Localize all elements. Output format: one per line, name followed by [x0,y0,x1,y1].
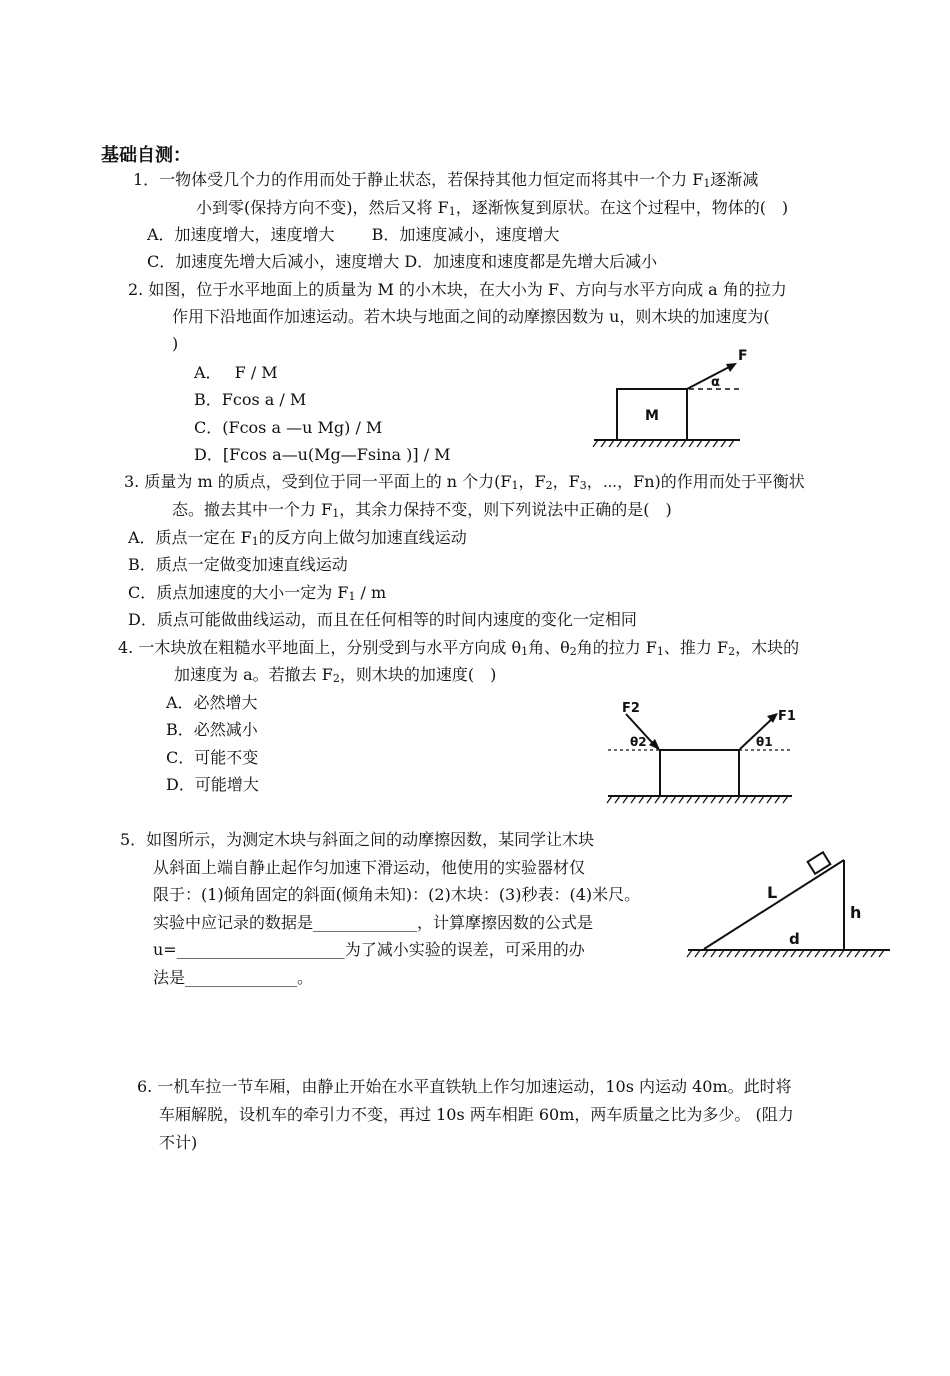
q2-line2: 作用下沿地面作加速运动。若木块与地面之间的动摩擦因数为 u，则木块的加速度为( [172,307,770,326]
q2-option-a: A． F / M [194,363,278,382]
q3-line2: 态。撤去其中一个力 $F_1$，其余力保持不变，则下列说法中正确的是( ) [172,500,672,520]
label-theta1: θ1 [756,735,773,749]
q4-option-d: D．可能增大 [166,775,259,794]
q4-option-a: A．必然增大 [166,693,258,712]
label-f1: F1 [778,709,796,724]
label-f2: F2 [622,701,640,716]
q3-option-d: D．质点可能做曲线运动，而且在任何相等的时间内速度的变化一定相同 [128,610,637,629]
q2-line3: ) [172,334,179,353]
q2-line1: 2. 如图，位于水平地面上的质量为 M 的小木块，在大小为 F、方向与水平方向成 a 角的拉力 [128,280,787,299]
q4-line2: 加速度为 a。若撤去 $F_2$，则木块的加速度( ) [174,665,497,685]
q5-line2: 从斜面上端自静止起作匀加速下滑运动，他使用的实验器材仅 [153,858,586,877]
label-f: F [738,348,748,364]
q2-block-figure [590,340,750,450]
q3-option-a: A．质点一定在 $F_1$的反方向上做匀加速直线运动 [128,528,467,548]
q5-line6: 法是______________。 [153,968,314,987]
q1-line2: 小到零(保持方向不变)，然后又将 $F_1$，逐渐恢复到原状。在这个过程中，物体的( ) [196,198,789,218]
q5-line1: 5．如图所示，为测定木块与斜面之间的动摩擦因数，某同学让木块 [120,830,595,849]
label-alpha: α [711,375,720,390]
q2-option-b: B．Fcos a / M [194,390,307,409]
q5-line3: 限于：(1)倾角固定的斜面(倾角未知)：(2)木块：(3)秒表：(4)米尺。 [153,885,641,904]
incline-surface [704,860,844,949]
q4-option-b: B．必然减小 [166,720,258,739]
q1-options-cd: C．加速度先增大后减小，速度增大 D．加速度和速度都是先增大后减小 [147,252,658,271]
q1-line1: 1．一物体受几个力的作用而处于静止状态，若保持其他力恒定而将其中一个力 $F_1$逐渐减 [133,170,759,190]
q5-line5: u=_____________________为了减小实验的误差，可采用的办 [153,940,585,959]
q2-option-c: C．(Fcos a —u Mg) / M [194,418,383,437]
label-m: M [645,408,659,424]
q3-option-b: B．质点一定做变加速直线运动 [128,555,348,574]
q6-line1: 6. 一机车拉一节车厢，由静止开始在水平直铁轨上作匀加速运动，10s 内运动 40m。此时将 [137,1077,792,1096]
q4-block-figure [600,692,800,807]
q5-line4: 实验中应记录的数据是_____________，计算摩擦因数的公式是 [153,913,594,932]
q1-options-ab: A．加速度增大，速度增大 B．加速度减小，速度增大 [147,225,560,244]
q5-incline-figure [684,846,894,961]
label-d: d [789,930,800,948]
q4-line1: 4. 一木块放在粗糙水平地面上，分别受到与水平方向成 $\theta_1$角、$\theta_2$角的拉力 $F_1$、推力 $F_2$，木块的 [118,638,800,658]
q6-line2: 车厢解脱，设机车的牵引力不变，再过 10s 两车相距 60m，两车质量之比为多少。 (阻力 [159,1105,794,1124]
label-l: L [767,883,778,902]
label-theta2: θ2 [630,735,647,749]
section-title: 基础自测： [101,145,191,166]
block [660,750,739,796]
q6-line3: 不计) [159,1133,198,1152]
label-h: h [850,903,862,922]
q3-line1: 3. 质量为 m 的质点，受到位于同一平面上的 n 个力($F_1$，$F_2$，$F_3$，⋯，Fn)的作用而处于平衡状 [124,472,805,492]
q4-option-c: C．可能不变 [166,748,259,767]
q2-option-d: D．[Fcos a—u(Mg—Fsina )] / M [194,445,451,464]
q3-option-c: C．质点加速度的大小一定为 $F_1$ / m [128,583,387,603]
